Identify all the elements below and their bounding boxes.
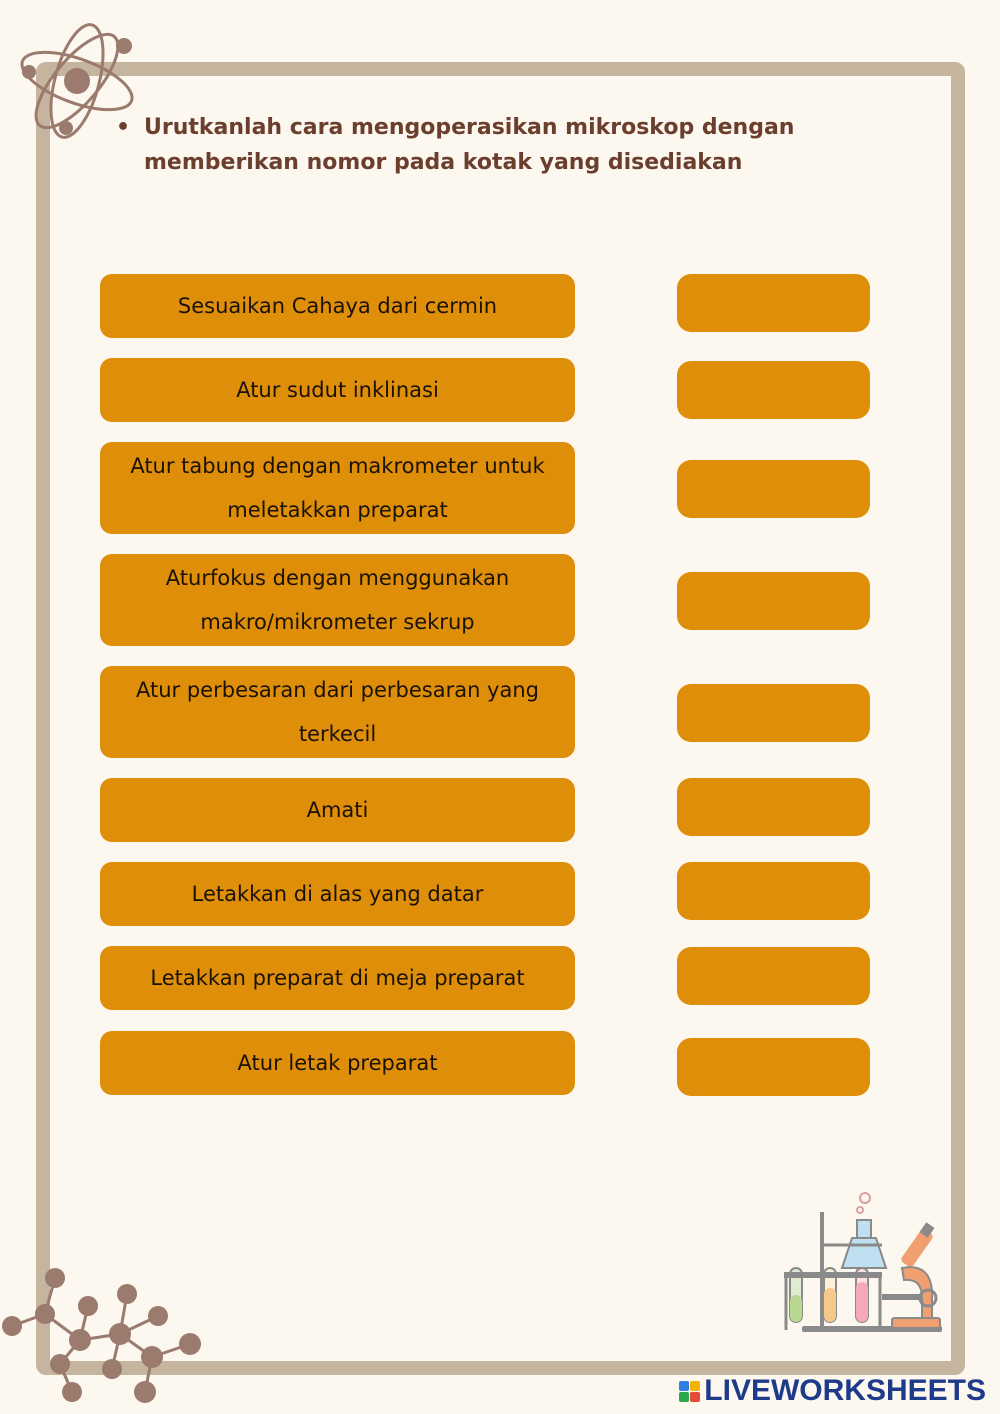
brand-logo[interactable] xyxy=(679,1374,986,1408)
brand-name: LIVEWORKSHEETS xyxy=(704,1374,986,1407)
step-card[interactable] xyxy=(100,554,575,646)
step-card[interactable] xyxy=(100,778,575,842)
step-label: Atur letak preparat xyxy=(237,1051,438,1075)
logo-square xyxy=(679,1381,689,1391)
step-card[interactable] xyxy=(100,274,575,338)
instruction-text: Urutkanlah cara mengoperasikan mikroskop dengan memberikan nomor pada kotak yang disediakan xyxy=(144,115,795,175)
order-number-input[interactable] xyxy=(677,274,870,332)
lab-equipment-icon xyxy=(782,1190,947,1335)
step-card[interactable] xyxy=(100,946,575,1010)
order-number-input[interactable] xyxy=(677,460,870,518)
step-label: Amati xyxy=(306,798,369,822)
order-number-input[interactable] xyxy=(677,1038,870,1096)
bullet-icon: • xyxy=(116,115,131,140)
step-label: Atur tabung dengan makrometer untuk meletakkan preparat xyxy=(130,454,545,522)
order-number-input[interactable] xyxy=(677,778,870,836)
step-label: Aturfokus dengan menggunakan makro/mikrometer sekrup xyxy=(165,566,510,634)
step-label: Sesuaikan Cahaya dari cermin xyxy=(177,294,498,318)
step-card[interactable] xyxy=(100,442,575,534)
logo-square xyxy=(690,1392,700,1402)
step-card[interactable] xyxy=(100,862,575,926)
order-number-input[interactable] xyxy=(677,862,870,920)
step-label: Letakkan di alas yang datar xyxy=(191,882,484,906)
step-card[interactable] xyxy=(100,358,575,422)
logo-square xyxy=(679,1392,689,1402)
order-number-input[interactable] xyxy=(677,572,870,630)
liveworksheets-logo-icon xyxy=(679,1381,700,1402)
logo-square xyxy=(690,1381,700,1391)
order-number-input[interactable] xyxy=(677,361,870,419)
step-card[interactable] xyxy=(100,1031,575,1095)
step-label: Atur sudut inklinasi xyxy=(236,378,439,402)
step-card[interactable] xyxy=(100,666,575,758)
molecule-icon xyxy=(0,1264,210,1414)
order-number-input[interactable] xyxy=(677,684,870,742)
step-label: Letakkan preparat di meja preparat xyxy=(150,966,525,990)
instruction-heading xyxy=(116,110,836,180)
order-number-input[interactable] xyxy=(677,947,870,1005)
step-label: Atur perbesaran dari perbesaran yang terkecil xyxy=(136,678,539,746)
